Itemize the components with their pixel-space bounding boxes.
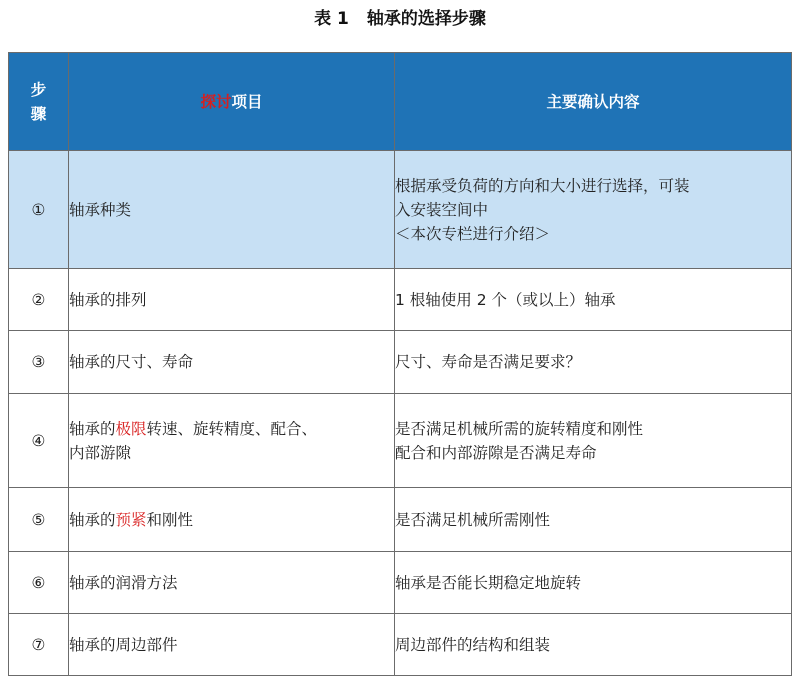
bearing-selection-table xyxy=(8,52,792,676)
step-number: ④ xyxy=(9,394,69,488)
item-cell: 轴承的预紧和刚性 xyxy=(69,488,395,552)
content-cell: 是否满足机械所需的旋转精度和刚性 配合和内部游隙是否满足寿命 xyxy=(395,394,792,488)
content-cell: 周边部件的结构和组装 xyxy=(395,614,792,676)
step-number: ⑦ xyxy=(9,614,69,676)
table-number: 表 1 xyxy=(314,9,349,29)
content-cell: 是否满足机械所需刚性 xyxy=(395,488,792,552)
table-row xyxy=(9,488,792,552)
header-item xyxy=(69,53,395,151)
content-cell: 尺寸、寿命是否满足要求？ xyxy=(395,331,792,394)
content-cell: 根据承受负荷的方向和大小进行选择，可装 入安装空间中 ＜本次专栏进行介绍＞ xyxy=(395,151,792,269)
table-title xyxy=(0,6,800,32)
item-cell: 轴承的周边部件 xyxy=(69,614,395,676)
header-item-red: 探讨 xyxy=(200,92,232,111)
table-row xyxy=(9,151,792,269)
item-red-keyword: 预紧 xyxy=(115,510,147,529)
table-row xyxy=(9,552,792,614)
table-row xyxy=(9,394,792,488)
item-cell: 轴承的尺寸、寿命 xyxy=(69,331,395,394)
content-cell: 轴承是否能长期稳定地旋转 xyxy=(395,552,792,614)
table-caption: 轴承的选择步骤 xyxy=(366,9,486,29)
item-red-keyword: 极限 xyxy=(115,419,147,438)
content-cell: 1 根轴使用 2 个（或以上）轴承 xyxy=(395,269,792,331)
step-number: ① xyxy=(9,151,69,269)
header-item-rest: 项目 xyxy=(231,92,263,111)
step-number: ⑥ xyxy=(9,552,69,614)
step-number: ② xyxy=(9,269,69,331)
item-cell: 轴承的润滑方法 xyxy=(69,552,395,614)
table-row xyxy=(9,269,792,331)
item-cell: 轴承种类 xyxy=(69,151,395,269)
header-content: 主要确认内容 xyxy=(395,53,792,151)
item-cell: 轴承的排列 xyxy=(69,269,395,331)
table-row xyxy=(9,331,792,394)
header-step: 步 骤 xyxy=(9,53,69,151)
table-header-row xyxy=(9,53,792,151)
step-number: ⑤ xyxy=(9,488,69,552)
item-cell: 轴承的极限转速、旋转精度、配合、 内部游隙 xyxy=(69,394,395,488)
step-number: ③ xyxy=(9,331,69,394)
table-row xyxy=(9,614,792,676)
